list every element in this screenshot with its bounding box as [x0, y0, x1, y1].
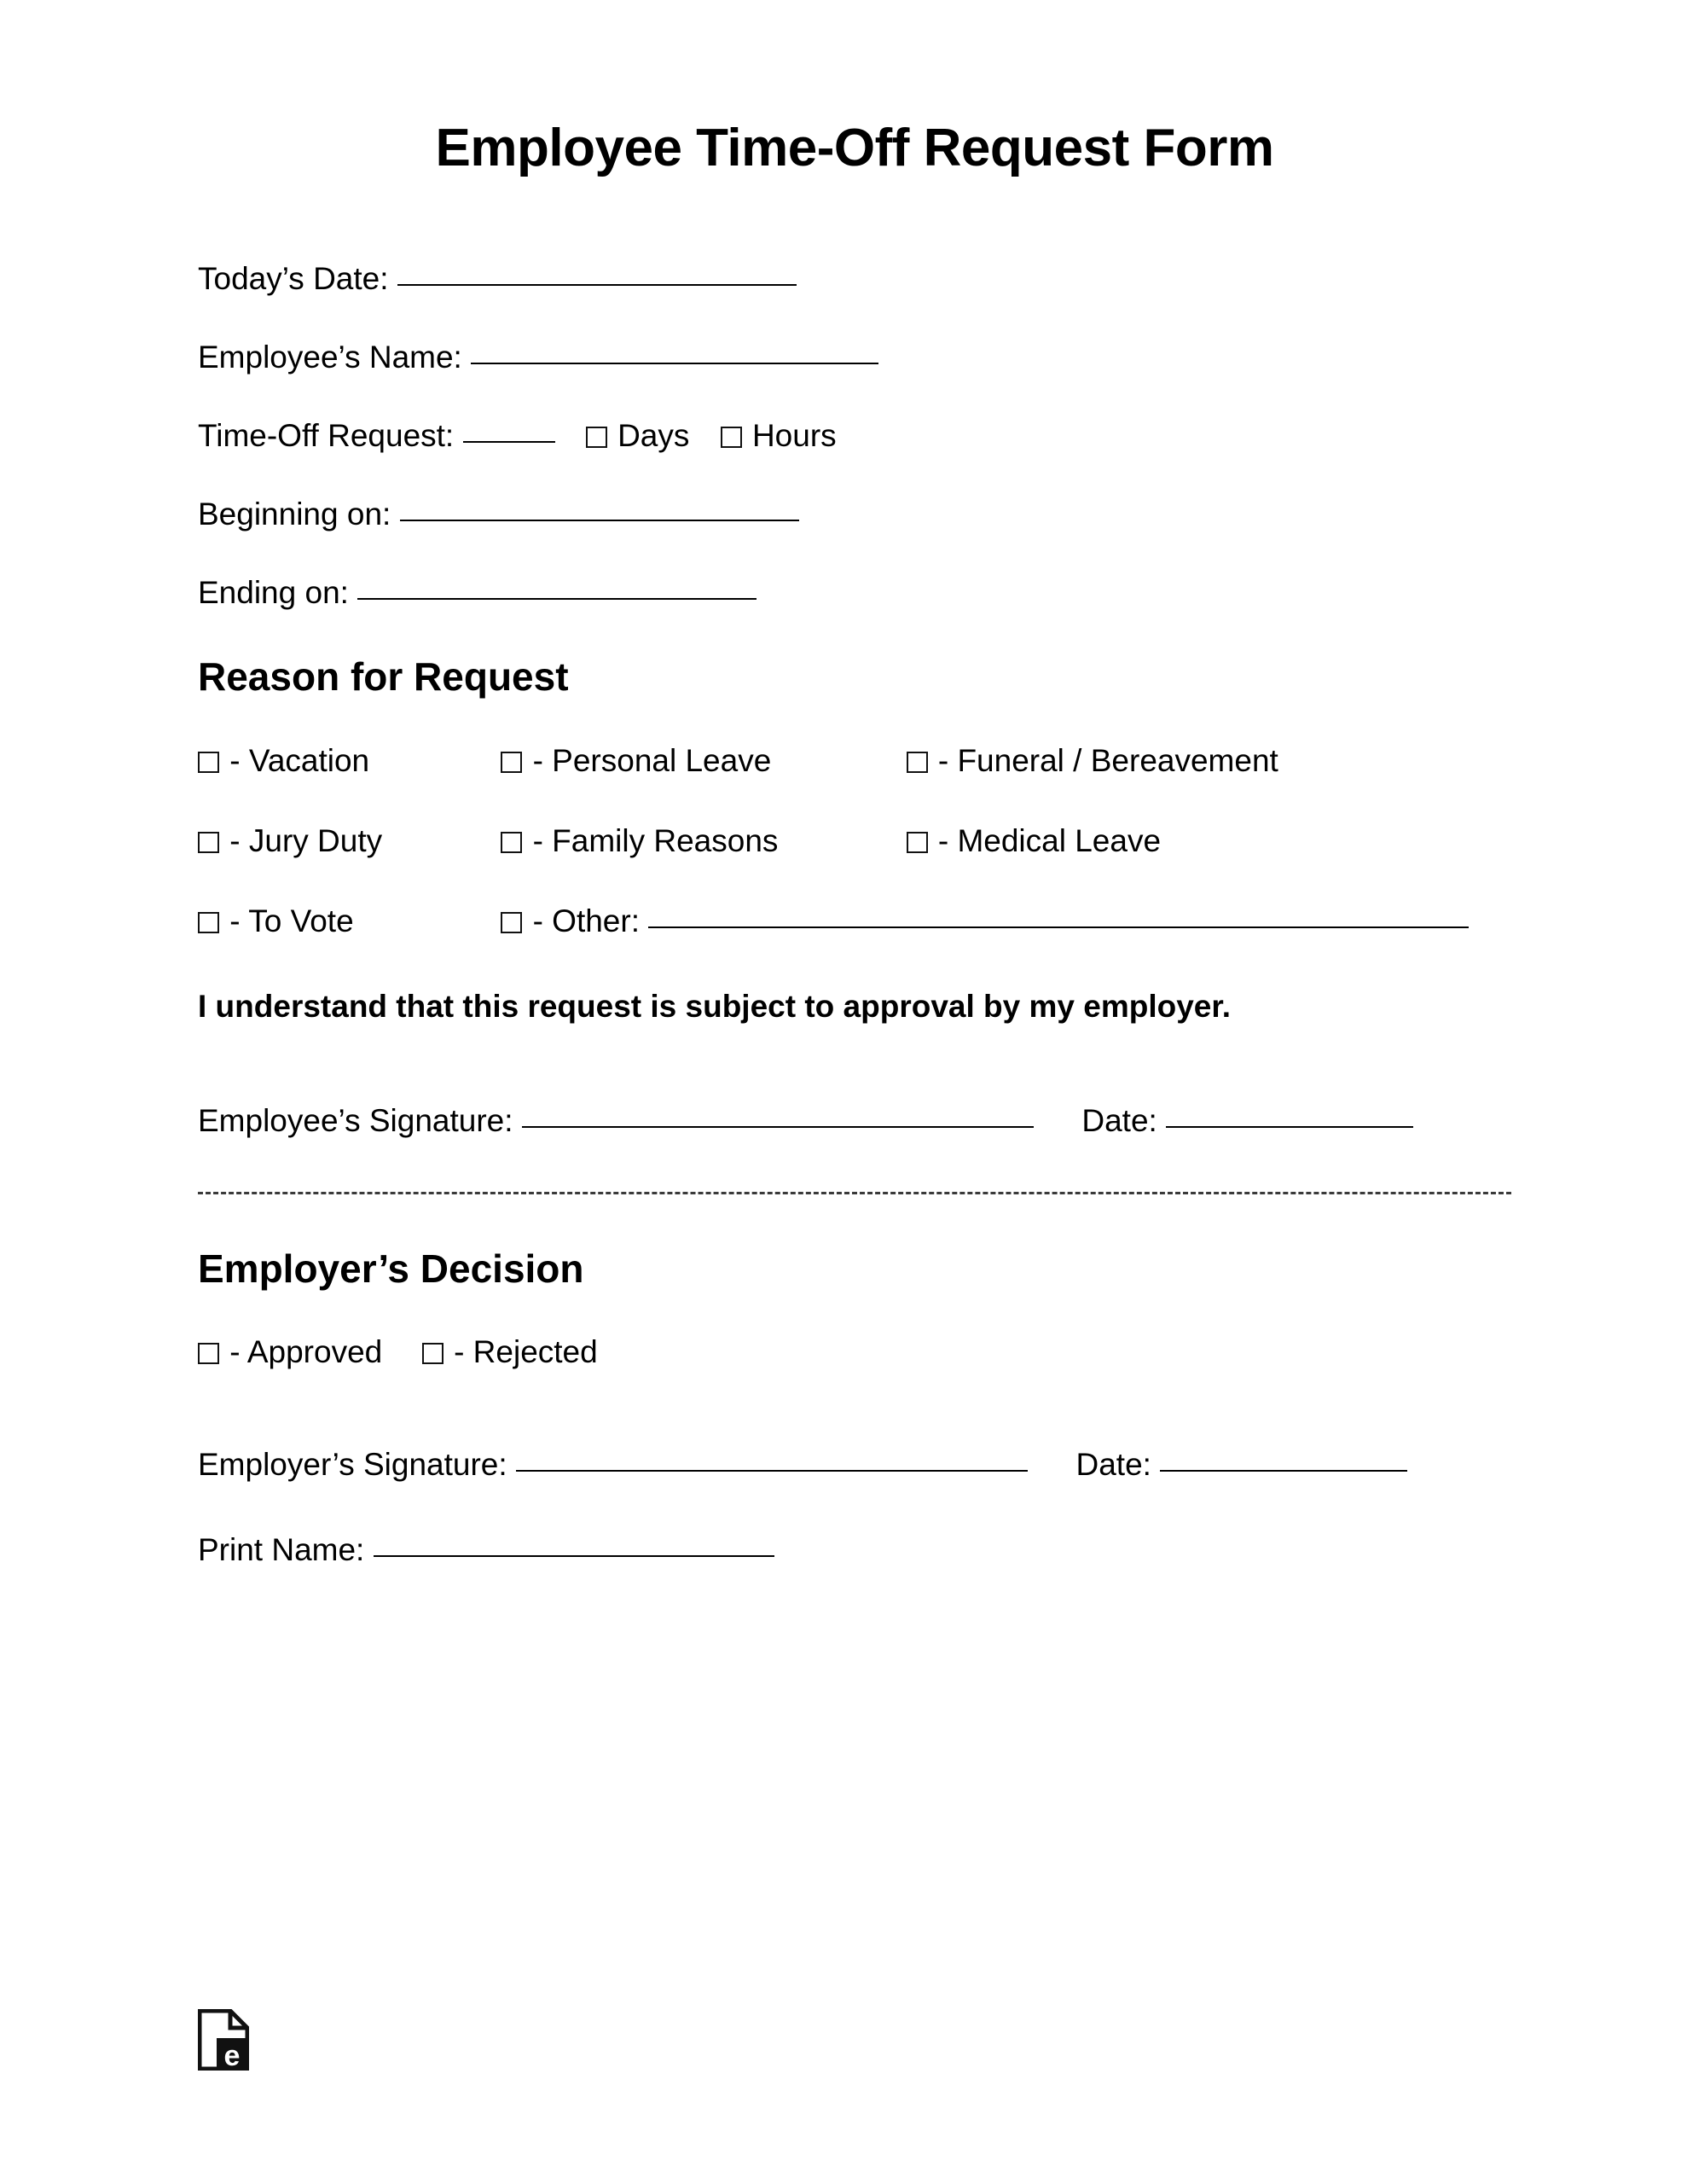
reason-for-request-section — [198, 655, 1511, 939]
print-name-row — [198, 1532, 1511, 1568]
input-employee-signature-date[interactable] — [1166, 1126, 1413, 1128]
label-rejected: - Rejected — [454, 1334, 598, 1370]
label-funeral-bereavement: - Funeral / Bereavement — [937, 742, 1278, 778]
input-employer-signature-date[interactable] — [1160, 1470, 1407, 1472]
field-beginning-on — [198, 498, 1511, 530]
reason-row-2 — [198, 823, 1511, 859]
label-employer-signature-date: Date: — [1075, 1447, 1151, 1483]
reason-option-to-vote[interactable] — [198, 903, 492, 939]
checkbox-days[interactable] — [586, 427, 607, 448]
checkbox-jury-duty[interactable] — [198, 832, 219, 853]
reason-option-personal-leave[interactable] — [501, 743, 897, 779]
label-days: Days — [617, 418, 690, 454]
label-vacation: - Vacation — [229, 742, 370, 778]
checkbox-other[interactable] — [501, 912, 522, 933]
field-label-employee-name: Employee’s Name: — [198, 340, 462, 375]
input-employee-signature[interactable] — [522, 1126, 1034, 1128]
checkbox-rejected[interactable] — [422, 1343, 443, 1364]
checkbox-medical-leave[interactable] — [907, 832, 928, 853]
reason-option-family-reasons[interactable] — [501, 823, 897, 859]
reason-option-vacation[interactable] — [198, 743, 492, 779]
label-medical-leave: - Medical Leave — [937, 822, 1162, 858]
field-label-time-off-request: Time-Off Request: — [198, 418, 455, 454]
checkbox-funeral-bereavement[interactable] — [907, 752, 928, 773]
label-family-reasons: - Family Reasons — [532, 822, 779, 858]
checkbox-family-reasons[interactable] — [501, 832, 522, 853]
field-todays-date — [198, 261, 1511, 297]
input-beginning-on[interactable] — [400, 520, 799, 521]
reason-option-medical-leave[interactable] — [907, 823, 1161, 859]
input-employee-name[interactable] — [471, 363, 878, 364]
label-personal-leave: - Personal Leave — [532, 742, 772, 778]
employee-signature-row — [198, 1103, 1511, 1139]
checkbox-vacation[interactable] — [198, 752, 219, 773]
checkbox-personal-leave[interactable] — [501, 752, 522, 773]
input-print-name[interactable] — [374, 1555, 774, 1557]
label-approved: - Approved — [229, 1334, 383, 1370]
label-print-name: Print Name: — [198, 1532, 365, 1568]
label-to-vote: - To Vote — [229, 903, 354, 938]
field-ending-on — [198, 575, 1511, 611]
reason-option-funeral-bereavement[interactable] — [907, 743, 1278, 779]
section-heading-employer-decision: Employer’s Decision — [198, 1246, 584, 1291]
eforms-logo-icon — [198, 2009, 249, 2071]
field-label-todays-date: Today’s Date: — [198, 261, 389, 297]
checkbox-approved[interactable] — [198, 1343, 219, 1364]
input-other-reason[interactable] — [648, 926, 1469, 928]
label-jury-duty: - Jury Duty — [229, 822, 383, 858]
label-other: - Other: — [532, 903, 640, 938]
input-time-off-amount[interactable] — [463, 441, 555, 443]
reason-option-other[interactable] — [501, 903, 640, 939]
form-fields — [198, 261, 1511, 611]
checkbox-to-vote[interactable] — [198, 912, 219, 933]
field-employee-name — [198, 341, 1511, 373]
decision-options-row — [198, 1334, 1511, 1370]
field-label-ending-on: Ending on: — [198, 575, 349, 611]
section-heading-reason: Reason for Request — [198, 654, 569, 700]
label-hours: Hours — [751, 418, 837, 454]
employer-decision-section — [198, 1247, 1511, 1569]
field-time-off-request — [198, 418, 1511, 454]
checkbox-hours[interactable] — [721, 427, 742, 448]
label-employer-signature: Employer’s Signature: — [198, 1447, 507, 1483]
input-todays-date[interactable] — [397, 284, 797, 286]
label-employee-signature: Employee’s Signature: — [198, 1102, 513, 1138]
employer-signature-row — [198, 1447, 1511, 1483]
form-content — [198, 119, 1511, 1568]
reason-row-3 — [198, 903, 1511, 939]
input-employer-signature[interactable] — [516, 1470, 1028, 1472]
acknowledgement-text: I understand that this request is subject to approval by my employer. — [198, 988, 1232, 1024]
page-title: Employee Time-Off Request Form — [435, 119, 1274, 177]
label-employee-signature-date: Date: — [1081, 1102, 1157, 1138]
reason-option-jury-duty[interactable] — [198, 823, 492, 859]
field-label-beginning-on: Beginning on: — [198, 497, 391, 532]
section-divider — [198, 1192, 1511, 1194]
reason-row-1 — [198, 743, 1511, 779]
svg-text:e: e — [223, 2040, 241, 2071]
input-ending-on[interactable] — [357, 598, 757, 600]
